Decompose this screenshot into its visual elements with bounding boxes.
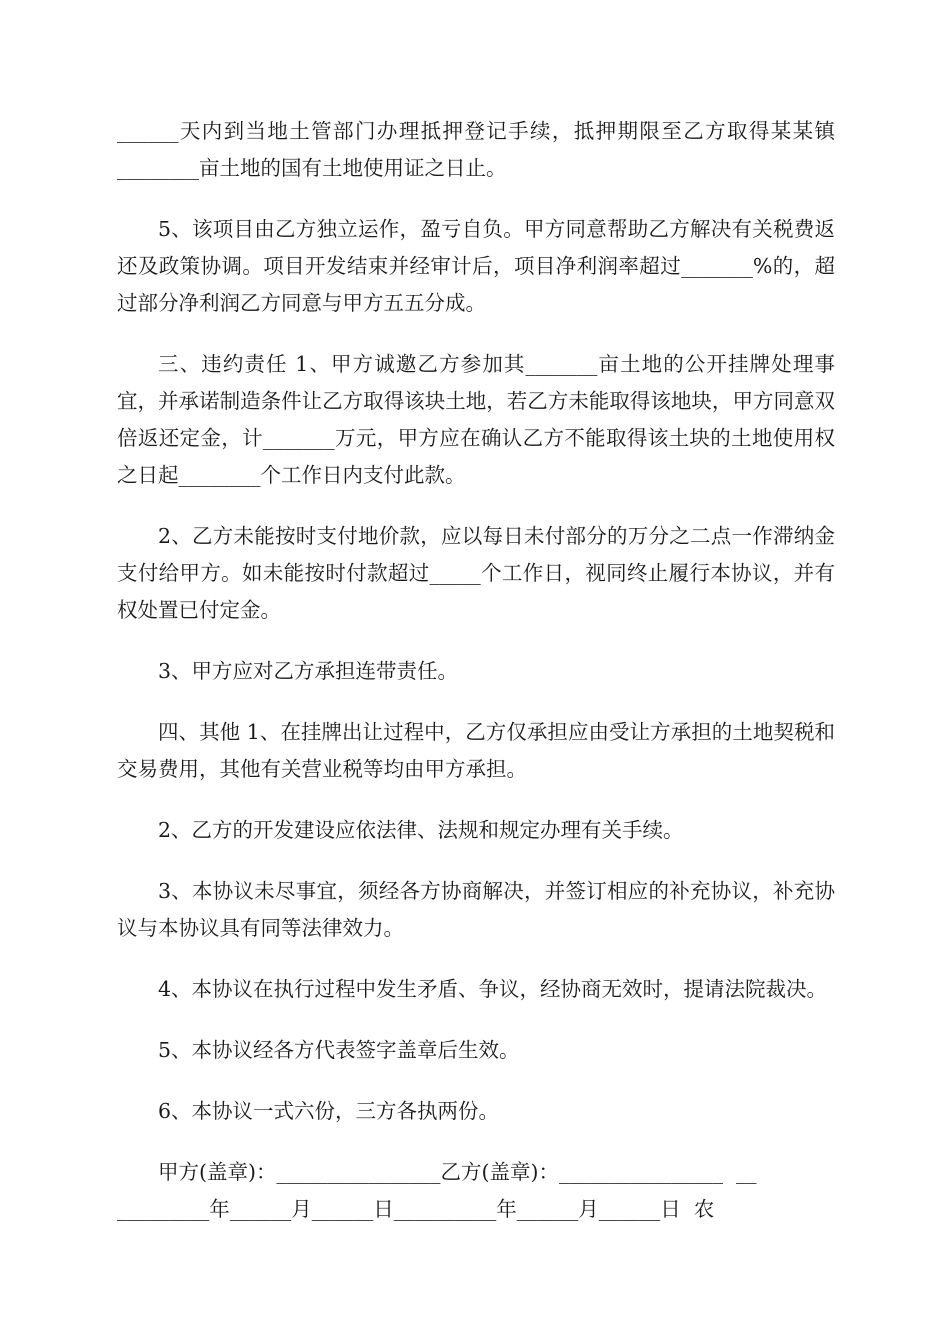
document-page — [117, 113, 835, 1228]
paragraph-other-6: 6、本协议一式六份，三方各执两份。 — [158, 1099, 500, 1123]
signature-line-dates: _________年______月______日__________年______月______日 农 — [117, 1197, 715, 1221]
paragraph-other-3: 3、本协议未尽事宜，须经各方协商解决，并签订相应的补充协议，补充协议与本协议具有同等法律效力。 — [117, 879, 835, 940]
paragraph-other-2: 2、乙方的开发建设应依法律、法规和规定办理有关手续。 — [158, 818, 684, 842]
paragraph-clause-5: 5、该项目由乙方独立运作，盈亏自负。甲方同意帮助乙方解决有关税费返还及政策协调。项目开发结束并经审计后，项目净利润率超过_______%的，超过部分净利润乙方同意与甲方五五分成。 — [117, 217, 835, 315]
paragraph-other-5: 5、本协议经各方代表签字盖章后生效。 — [158, 1038, 520, 1062]
signature-line-parties: 甲方(盖章)：________________乙方(盖章)：________________ __ — [158, 1160, 757, 1184]
paragraph-breach-liability-1: 三、违约责任 1、甲方诚邀乙方参加其_______亩土地的公开挂牌处理事宜，并承诺制造条件让乙方取得该块土地，若乙方未能取得该地块，甲方同意双倍返还定金，计_______万元，甲方应在确认乙方不能取得该土块的土地使用权之日起________个工作日内支付此款。 — [117, 352, 835, 487]
paragraph-breach-liability-2: 2、乙方未能按时支付地价款，应以每日未付部分的万分之二点一作滞纳金支付给甲方。如未能按时付款超过_____个工作日，视同终止履行本协议，并有权处置已付定金。 — [117, 524, 835, 622]
paragraph-continuation: ______天内到当地土管部门办理抵押登记手续，抵押期限至乙方取得某某镇________亩土地的国有土地使用证之日止。 — [117, 119, 835, 180]
paragraph-breach-liability-3: 3、甲方应对乙方承担连带责任。 — [158, 659, 459, 683]
paragraph-other-1: 四、其他 1、在挂牌出让过程中，乙方仅承担应由受让方承担的土地契税和交易费用，其他有关营业税等均由甲方承担。 — [117, 720, 835, 781]
signature-block — [117, 1154, 835, 1228]
paragraph-other-4: 4、本协议在执行过程中发生矛盾、争议，经协商无效时，提请法院裁决。 — [158, 977, 828, 1001]
